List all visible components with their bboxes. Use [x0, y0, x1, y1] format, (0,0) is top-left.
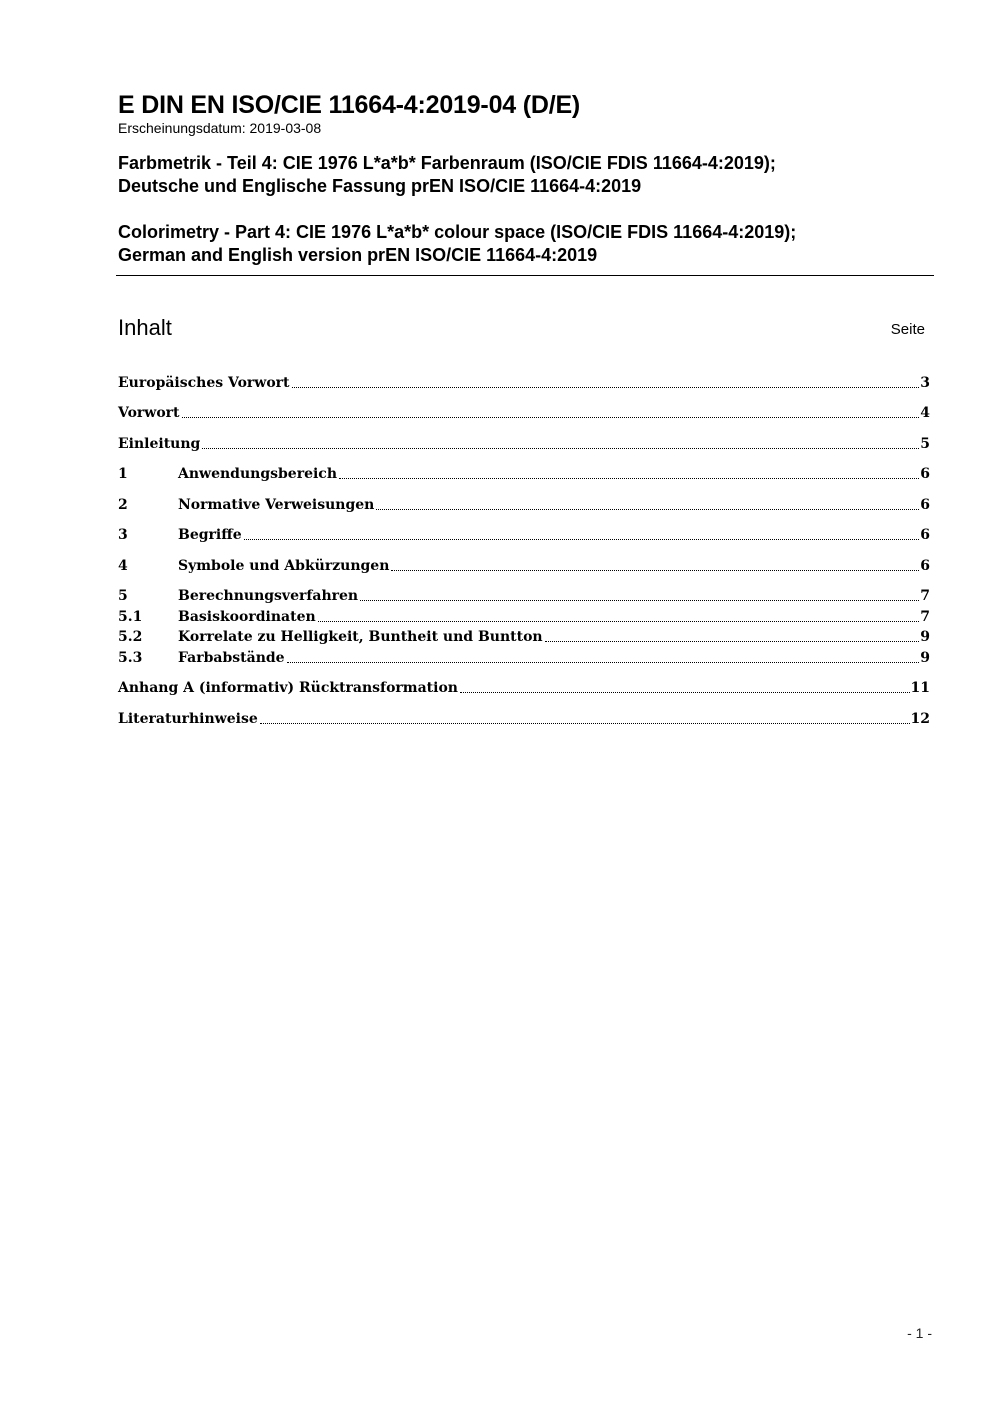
toc-leader: [202, 448, 919, 449]
toc-leader: [244, 539, 920, 540]
toc-entry-number: 2: [118, 497, 128, 513]
toc-entry[interactable]: [118, 524, 930, 544]
toc-entry-title: Anwendungsbereich: [178, 466, 337, 482]
toc-entry-page: 11: [910, 680, 930, 696]
toc-entry-title: Basiskoordinaten: [178, 609, 316, 625]
toc-entry-page: 5: [920, 436, 930, 452]
toc-leader: [318, 621, 920, 622]
toc-entry-page: 4: [920, 405, 930, 421]
toc-entry-title: Einleitung: [118, 436, 201, 452]
toc-leader: [376, 509, 919, 510]
header-divider: [116, 275, 934, 276]
publication-date: Erscheinungsdatum: 2019-03-08: [118, 120, 322, 136]
page-number: - 1 -: [907, 1325, 932, 1341]
toc-entry-number: 5.3: [118, 650, 143, 666]
toc-entry-page: 7: [920, 588, 930, 604]
toc-entry[interactable]: [118, 494, 930, 514]
toc-entry[interactable]: [118, 677, 930, 697]
toc-leader: [339, 478, 919, 479]
toc-entry[interactable]: [118, 708, 930, 728]
title-german-line-2: Deutsche und Englische Fassung prEN ISO/CIE 11664-4:2019: [118, 176, 642, 196]
title-english: [118, 221, 934, 267]
toc-entry[interactable]: [118, 626, 930, 646]
toc-leader: [391, 570, 919, 571]
toc-entry-number: 5: [118, 588, 128, 604]
toc-entry-title: Literaturhinweise: [118, 711, 258, 727]
toc-entry[interactable]: [118, 606, 930, 626]
toc-entry-number: 4: [118, 558, 128, 574]
toc-leader: [360, 600, 919, 601]
toc-entry[interactable]: [118, 647, 930, 667]
toc-entry-number: 1: [118, 466, 128, 482]
toc-entry[interactable]: [118, 463, 930, 483]
toc-entry-page: 12: [910, 711, 930, 727]
toc-entry-title: Normative Verweisungen: [178, 497, 375, 513]
toc-entry-page: 6: [920, 527, 930, 543]
toc-entry-title: Korrelate zu Helligkeit, Buntheit und Buntton: [178, 629, 543, 645]
toc-entry-title: Symbole und Abkürzungen: [178, 558, 390, 574]
document-id: E DIN EN ISO/CIE 11664-4:2019-04 (D/E): [118, 91, 581, 119]
toc-leader: [460, 692, 910, 693]
toc-entry-page: 9: [920, 650, 930, 666]
toc-leader: [260, 723, 910, 724]
toc-entry-title: Anhang A (informativ) Rücktransformation: [118, 680, 458, 696]
toc-entry-title: Begriffe: [178, 527, 242, 543]
toc-entry[interactable]: [118, 585, 930, 605]
toc-entry-page: 6: [920, 558, 930, 574]
title-german: [118, 152, 934, 198]
title-english-line-1: Colorimetry - Part 4: CIE 1976 L*a*b* colour space (ISO/CIE FDIS 11664-4:2019);: [118, 222, 797, 242]
toc-entry-number: 5.1: [118, 609, 143, 625]
toc-entry-page: 3: [920, 375, 930, 391]
toc-leader: [292, 387, 920, 388]
document-header: [118, 90, 934, 267]
toc-entry[interactable]: [118, 402, 930, 422]
toc-entry-page: 6: [920, 466, 930, 482]
toc-heading: Inhalt: [118, 315, 172, 340]
toc-entry-title: Vorwort: [118, 405, 180, 421]
toc-entry-title: Europäisches Vorwort: [118, 375, 290, 391]
toc-entry-page: 7: [920, 609, 930, 625]
toc-entry[interactable]: [118, 433, 930, 453]
toc-entry-number: 3: [118, 527, 128, 543]
toc-entry[interactable]: [118, 372, 930, 392]
toc-entry-title: Farbabstände: [178, 650, 285, 666]
toc-leader: [545, 641, 920, 642]
title-english-line-2: German and English version prEN ISO/CIE 11664-4:2019: [118, 245, 598, 265]
toc-entry-page: 6: [920, 497, 930, 513]
toc-page-label: Seite: [890, 321, 925, 338]
toc-leader: [182, 417, 920, 418]
toc-entry[interactable]: [118, 555, 930, 575]
toc-entry-title: Berechnungsverfahren: [178, 588, 359, 604]
toc-entry-number: 5.2: [118, 629, 143, 645]
title-german-line-1: Farbmetrik - Teil 4: CIE 1976 L*a*b* Farbenraum (ISO/CIE FDIS 11664-4:2019);: [118, 153, 776, 173]
toc-leader: [287, 662, 920, 663]
toc-entry-page: 9: [920, 629, 930, 645]
